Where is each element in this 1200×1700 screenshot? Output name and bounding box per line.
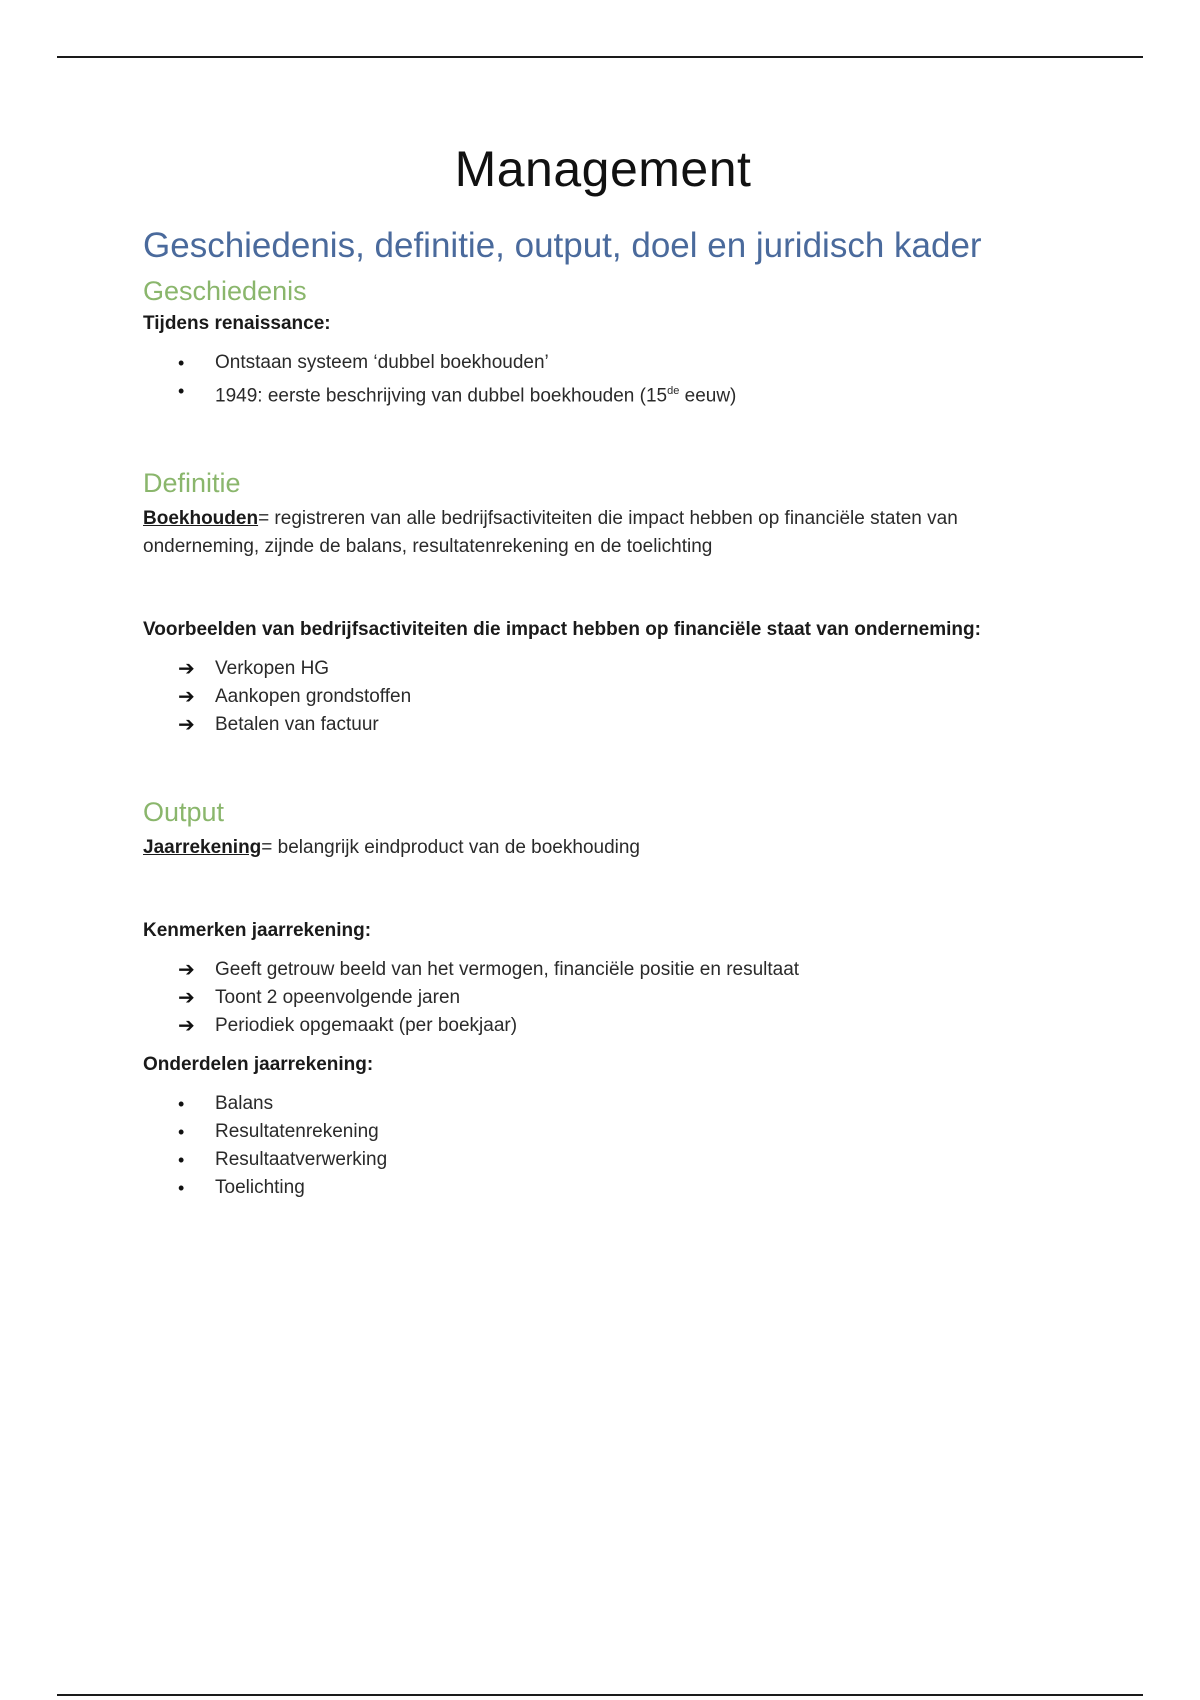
bullet-icon: • [178,353,185,373]
list-item-text: 1949: eerste beschrijving van dubbel boekhouden (15 [215,385,668,407]
chapter-heading: Geschiedenis, definitie, output, doel en juridisch kader [143,226,982,265]
bullet-icon: • [178,1178,185,1199]
list-item-text: Periodiek opgemaakt (per boekjaar) [215,1015,518,1037]
list-item [143,377,1063,410]
list-item-text: Balans [215,1093,274,1115]
document-title: Management [454,141,752,197]
term-boekhouden: Boekhouden [143,508,259,530]
bullet-icon: • [178,1094,185,1115]
onderdelen-list [143,1090,1063,1202]
definition-text: = registreren van alle bedrijfsactiviteiten die impact hebben op financiële staten van onderneming, zijnde de balans, resultatenrekening en de toelichting [143,508,958,558]
section-heading-output: Output [143,797,225,828]
list-item [143,349,1063,377]
list-item-text: Betalen van factuur [215,714,379,736]
list-item-text: Toelichting [215,1177,305,1199]
list-item-text: Resultaatverwerking [215,1149,388,1171]
examples-list [143,655,1063,739]
list-item [143,1012,1063,1040]
onderdelen-label: Onderdelen jaarrekening: [143,1054,374,1076]
document-body [143,140,1063,1202]
section-heading-definitie: Definitie [143,468,241,499]
list-item [143,1174,1063,1202]
section-heading-geschiedenis: Geschiedenis [143,276,307,306]
list-item [143,1118,1063,1146]
definition-text: = belangrijk eindproduct van de boekhouding [261,837,640,859]
examples-label: Voorbeelden van bedrijfsactiviteiten die impact hebben op financiële staat van onderneming: [143,619,981,641]
definition-jaarrekening [143,834,1063,862]
list-item-text: Verkopen HG [215,658,330,680]
geschiedenis-list [143,349,1063,410]
superscript: de [667,385,680,397]
renaissance-label: Tijdens renaissance: [143,313,331,334]
arrow-right-icon: ➔ [178,686,195,709]
list-item [143,655,1063,683]
list-item-text: Ontstaan systeem ‘dubbel boekhouden’ [215,352,549,373]
bullet-icon: • [178,381,185,401]
list-item [143,956,1063,984]
top-rule [57,56,1143,58]
list-item [143,1146,1063,1174]
kenmerken-label: Kenmerken jaarrekening: [143,920,372,942]
bottom-rule [57,1694,1143,1696]
bullet-icon: • [178,1122,185,1143]
arrow-right-icon: ➔ [178,1015,195,1038]
arrow-right-icon: ➔ [178,987,195,1010]
list-item [143,984,1063,1012]
arrow-right-icon: ➔ [178,959,195,982]
list-item [143,1090,1063,1118]
list-item-text: Resultatenrekening [215,1121,379,1143]
arrow-right-icon: ➔ [178,714,195,737]
list-item-text-tail: eeuw) [679,385,737,407]
arrow-right-icon: ➔ [178,658,195,681]
bullet-icon: • [178,1150,185,1171]
list-item [143,711,1063,739]
list-item-text: Aankopen grondstoffen [215,686,412,708]
definition-boekhouden [143,505,1063,561]
list-item-text: Toont 2 opeenvolgende jaren [215,987,461,1009]
list-item-text: Geeft getrouw beeld van het vermogen, financiële positie en resultaat [215,959,800,981]
kenmerken-list [143,956,1063,1040]
list-item [143,683,1063,711]
term-jaarrekening: Jaarrekening [143,837,262,859]
